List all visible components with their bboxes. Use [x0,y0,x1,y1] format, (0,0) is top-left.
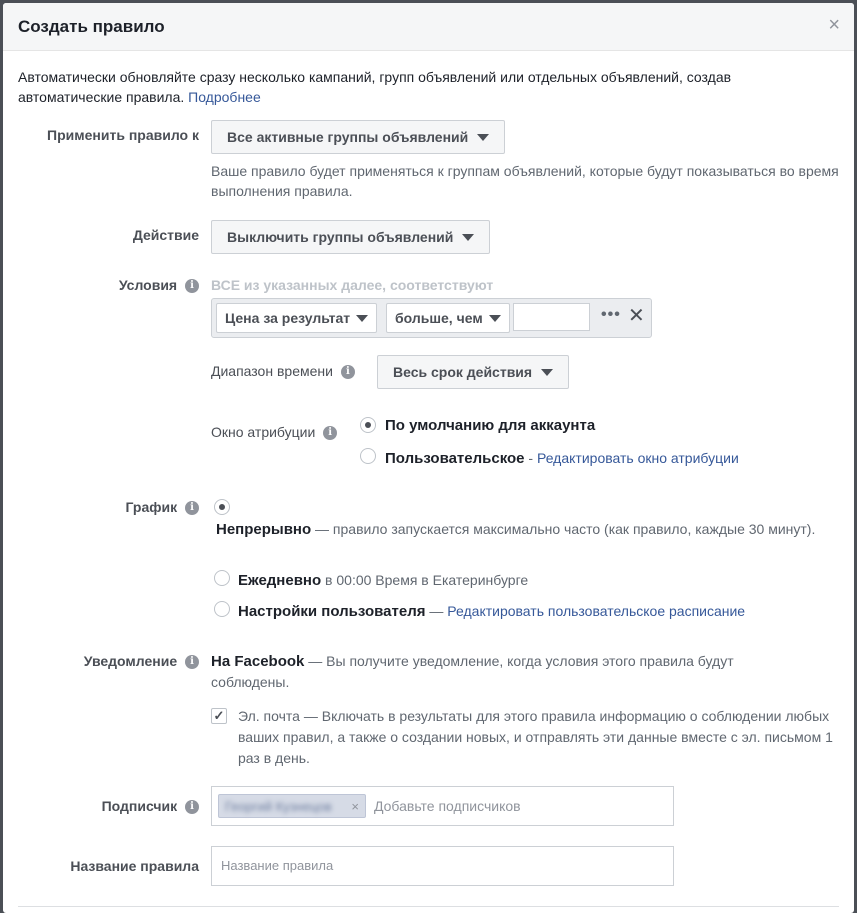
info-icon[interactable]: i [185,800,199,814]
schedule-daily-row [238,570,528,590]
notification-facebook-desc: — Вы получите уведомление, когда условия этого правила будут соблюдены. [211,653,734,690]
caret-down-icon [477,134,489,141]
conditions-label-wrap [3,277,199,293]
time-range-value: Весь срок действия [393,364,533,380]
schedule-continuous-radio[interactable] [214,499,230,515]
notification-facebook-title: На Facebook [211,653,305,670]
subscriber-placeholder: Добавьте подписчиков [374,798,521,814]
caret-down-icon [462,234,474,241]
attribution-custom-separator: - [524,450,537,466]
schedule-continuous-desc: — правило запускается максимально часто (как правило, каждые 30 минут). [311,521,816,537]
subscriber-token [218,794,366,818]
condition-row [211,298,652,338]
schedule-custom-row [238,601,745,621]
schedule-continuous-title: Непрерывно [216,521,312,538]
email-notification-checkbox[interactable]: ✓ [211,708,227,724]
caret-down-icon [356,315,368,322]
time-range-label-wrap [211,363,355,379]
notification-label-wrap [3,653,199,669]
schedule-daily-radio[interactable] [214,570,230,586]
attribution-label-wrap [211,424,337,440]
rule-name-placeholder: Название правила [221,858,334,873]
action-label: Действие [132,227,199,243]
apply-to-dropdown[interactable] [211,120,505,154]
condition-operator-value: больше, чем [395,310,483,326]
action-value: Выключить группы объявлений [227,229,454,245]
attribution-custom-row [385,448,739,468]
notification-facebook-text [211,651,811,693]
condition-value-input[interactable] [513,303,590,331]
subscriber-token-name: Георгий Кузнецов [225,798,332,814]
info-icon[interactable]: i [185,501,199,515]
close-icon[interactable]: × [828,14,840,36]
learn-more-link[interactable]: Подробнее [188,89,261,105]
schedule-custom-radio[interactable] [214,601,230,617]
attribution-custom-radio[interactable] [360,448,376,464]
remove-token-icon[interactable]: × [351,798,359,814]
rule-name-label: Название правила [70,858,199,874]
dialog-header [3,3,854,51]
subscriber-input[interactable] [211,786,674,826]
dialog-title: Создать правило [18,17,165,36]
notification-email-desc: — Включать в результаты для этого правила информацию о соблюдении любых ваших правил, а также о создании новых, и отправлять эти данные вместе с эл. письмом 1 раз в день. [238,708,833,766]
caret-down-icon [541,369,553,376]
time-range-dropdown[interactable] [377,355,569,389]
action-dropdown[interactable] [211,220,490,254]
rule-name-input[interactable] [211,846,674,886]
attribution-custom-label: Пользовательское [385,450,525,467]
apply-hint: Ваше правило будет применяться к группам объявлений, которые будут показываться во время выполнения правила. [211,163,839,199]
conditions-subtitle: ВСЕ из указанных далее, соответствуют [211,277,494,293]
schedule-continuous-text [216,519,826,540]
subscriber-label-wrap [3,798,199,814]
apply-label: Применить правило к [47,127,199,143]
caret-down-icon [489,315,501,322]
attribution-default-label: По умолчанию для аккаунта [385,417,596,434]
edit-attribution-link[interactable]: Редактировать окно атрибуции [536,450,739,466]
schedule-label-wrap [3,499,199,515]
schedule-custom-title: Настройки пользователя [238,603,426,620]
edit-custom-schedule-link[interactable]: Редактировать пользовательское расписание [447,603,746,619]
intro-description: Автоматически обновляйте сразу несколько кампаний, групп объявлений или отдельных объявлений, создав автоматические правила. [18,69,732,105]
remove-condition-icon[interactable]: ✕ [628,305,645,327]
notification-email-title: Эл. почта [238,708,300,724]
info-icon[interactable]: i [323,426,337,440]
info-icon[interactable]: i [185,279,199,293]
attribution-default-radio[interactable] [360,417,376,433]
condition-operator-dropdown[interactable] [386,303,510,333]
info-icon[interactable]: i [341,365,355,379]
notification-label: Уведомление [83,653,178,669]
schedule-custom-separator: — [425,603,448,619]
more-options-icon[interactable]: ••• [601,306,621,323]
footer-divider [18,906,839,907]
attribution-label: Окно атрибуции [211,424,316,440]
schedule-label: График [125,499,178,515]
info-icon[interactable]: i [185,655,199,669]
notification-email-text [238,706,838,769]
condition-metric-dropdown[interactable] [216,303,377,333]
condition-metric-value: Цена за результат [225,310,351,326]
intro-text [18,67,818,107]
create-rule-dialog [3,3,854,913]
time-range-label: Диапазон времени [211,363,333,379]
schedule-daily-desc: в 00:00 Время в Екатеринбурге [321,572,529,588]
subscriber-label: Подписчик [101,798,178,814]
apply-to-value: Все активные группы объявлений [227,129,469,145]
schedule-daily-title: Ежедневно [238,572,322,589]
conditions-label: Условия [118,277,178,293]
